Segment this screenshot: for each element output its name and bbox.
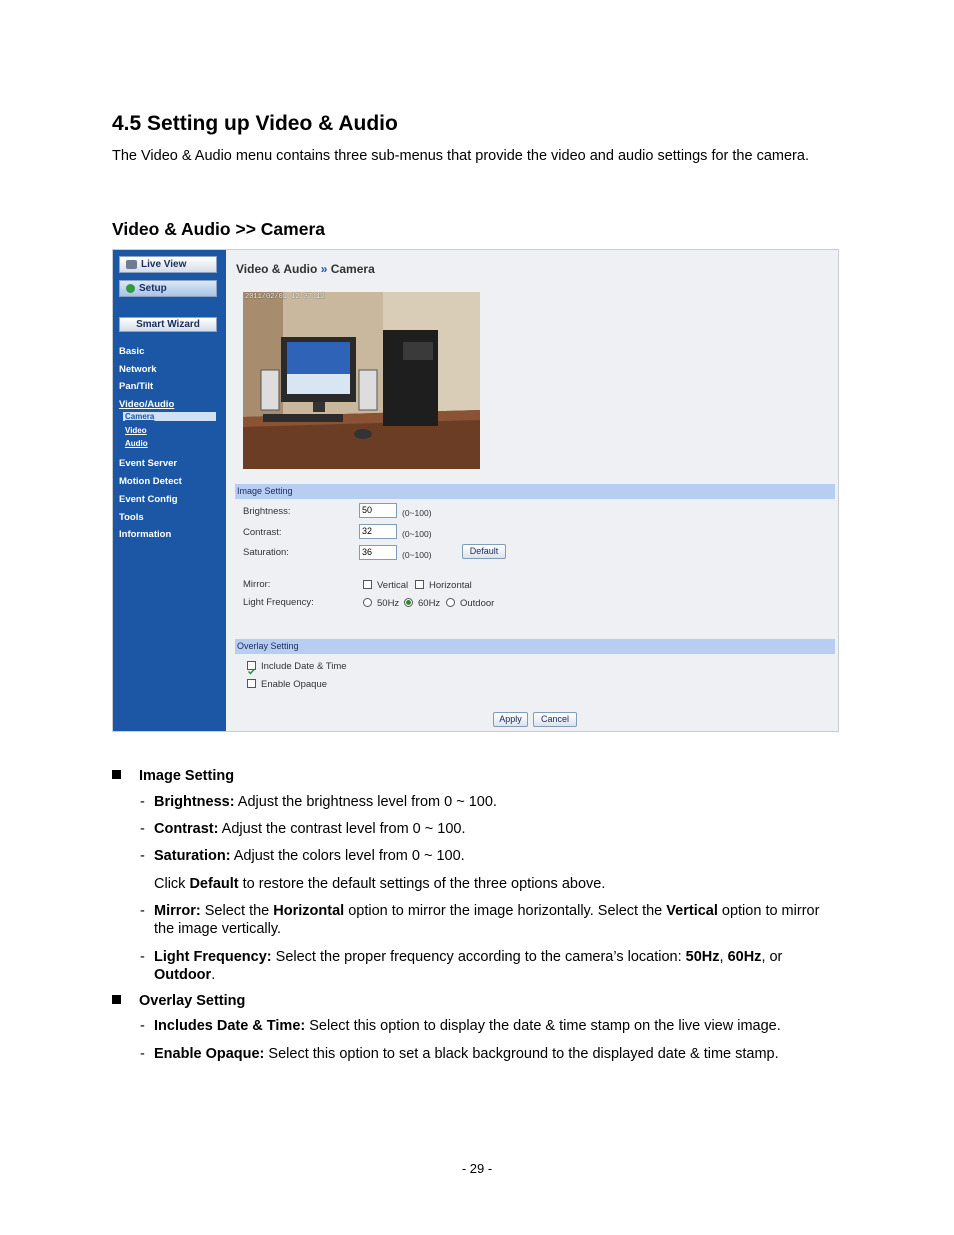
subsection-heading: Video & Audio >> Camera	[112, 219, 325, 239]
contrast-desc: Adjust the contrast level from 0 ~ 100.	[218, 821, 466, 837]
date-desc: Select this option to display the date & time stamp on the live view image.	[305, 1018, 781, 1034]
nav-network[interactable]: Network	[119, 364, 157, 375]
include-date-label: Include Date & Time	[261, 661, 347, 672]
contrast-term: Contrast:	[154, 821, 219, 837]
opaque-term: Enable Opaque:	[154, 1046, 265, 1062]
radio-50hz[interactable]	[363, 598, 372, 607]
nav-tools[interactable]: Tools	[119, 512, 144, 523]
setup-button[interactable]	[119, 280, 217, 297]
overlay-setting-title: Overlay Setting	[139, 993, 246, 1009]
image-setting-title: Image Setting	[139, 768, 235, 784]
overlay-setting-bullet	[112, 993, 245, 1009]
contrast-range: (0~100)	[402, 529, 432, 539]
horizontal-term: Horizontal	[273, 903, 345, 919]
bullet-square-icon	[112, 770, 121, 779]
live-view-label: Live View	[141, 259, 187, 270]
light-frequency-item: - Light Frequency: Select the proper frequency according to the camera’s location: 50Hz, 60Hz, or Outdoor.	[140, 949, 783, 983]
contrast-label: Contrast:	[243, 527, 282, 538]
image-setting-bullet	[112, 768, 234, 784]
section-heading: 4.5 Setting up Video & Audio	[112, 112, 398, 135]
smart-wizard-button[interactable]: Smart Wizard	[119, 317, 217, 332]
setup-label: Setup	[139, 283, 167, 294]
brightness-term: Brightness:	[154, 794, 235, 810]
saturation-item: - Saturation: Adjust the colors level from 0 ~ 100.	[140, 848, 465, 864]
contrast-input[interactable]: 32	[359, 524, 397, 539]
sidebar	[113, 250, 226, 731]
nav-pan-tilt[interactable]: Pan/Tilt	[119, 381, 154, 392]
saturation-range: (0~100)	[402, 550, 432, 560]
brightness-label: Brightness:	[243, 506, 291, 517]
freq-50hz: 50Hz	[685, 949, 720, 965]
freq-term: Light Frequency:	[154, 949, 272, 965]
radio-selected-dot	[406, 600, 411, 605]
saturation-input[interactable]: 36	[359, 545, 397, 560]
brightness-range: (0~100)	[402, 508, 432, 518]
bullet-square-icon	[112, 995, 121, 1004]
mirror-label: Mirror:	[243, 579, 271, 590]
enable-opaque-item: - Enable Opaque: Select this option to set a black background to the displayed date & time stamp.	[140, 1046, 779, 1062]
vertical-checkbox[interactable]	[363, 580, 372, 589]
mirror-text-a: Select the	[200, 903, 274, 919]
mirror-text-c: option to mirror the image vertically.	[154, 903, 820, 937]
enable-opaque-checkbox[interactable]	[247, 679, 256, 688]
radio-50hz-label: 50Hz	[377, 598, 400, 609]
horizontal-option-label: Horizontal	[429, 580, 472, 591]
live-view-button[interactable]	[119, 256, 217, 273]
radio-60hz-label: 60Hz	[418, 598, 441, 609]
mirror-text-b: option to mirror the image horizontally. Select the	[344, 903, 667, 919]
default-note	[140, 875, 840, 893]
timestamp-overlay: 2011/02/01 12:37:12	[245, 293, 325, 301]
check-icon	[248, 668, 255, 675]
nav-basic[interactable]: Basic	[119, 346, 145, 357]
radio-60hz[interactable]	[404, 598, 413, 607]
saturation-term: Saturation:	[154, 848, 231, 864]
mirror-item: - Mirror: Select the Horizontal option to mirror the image horizontally. Select the Vertical option to mirror the image vertically.	[140, 903, 820, 937]
default-desc: to restore the default settings of the three options above.	[238, 876, 606, 892]
include-date-item: - Includes Date & Time: Select this option to display the date & time stamp on the live view image.	[140, 1018, 781, 1034]
freq-text: Select the proper frequency according to the camera’s location:	[271, 949, 686, 965]
nav-motion-detect[interactable]: Motion Detect	[119, 476, 182, 487]
camera-icon	[126, 260, 137, 269]
radio-outdoor[interactable]	[446, 598, 455, 607]
freq-outdoor: Outdoor	[154, 967, 212, 983]
freq-comma: ,	[719, 949, 728, 965]
radio-outdoor-label: Outdoor	[460, 598, 495, 609]
include-date-checkbox[interactable]	[247, 661, 256, 670]
nav-event-config[interactable]: Event Config	[119, 494, 178, 505]
date-term: Includes Date & Time:	[154, 1018, 306, 1034]
light-frequency-label: Light Frequency:	[243, 597, 314, 608]
vertical-option-label: Vertical	[377, 580, 409, 591]
page-number: - 29 -	[461, 1161, 493, 1176]
default-button[interactable]: Default	[462, 544, 506, 559]
nav-sub-audio[interactable]: Audio	[125, 439, 148, 448]
page-title-right: Camera	[330, 262, 375, 276]
page-title-separator: »	[320, 262, 328, 276]
enable-opaque-label: Enable Opaque	[261, 679, 328, 690]
freq-60hz: 60Hz	[727, 949, 762, 965]
opaque-desc: Select this option to set a black background to the displayed date & time stamp.	[264, 1046, 779, 1062]
page-title	[236, 262, 375, 276]
saturation-label: Saturation:	[243, 547, 289, 558]
freq-or: , or	[761, 949, 783, 965]
click-text: Click	[154, 876, 190, 892]
camera-settings-screenshot	[112, 249, 839, 732]
nav-information[interactable]: Information	[119, 529, 172, 540]
overlay-setting-header: Overlay Setting	[235, 639, 835, 654]
apply-button[interactable]: Apply	[493, 712, 528, 727]
freq-period: .	[211, 967, 216, 983]
mirror-term: Mirror:	[154, 903, 201, 919]
nav-sub-camera[interactable]: Camera	[123, 412, 216, 421]
brightness-desc: Adjust the brightness level from 0 ~ 100.	[234, 794, 497, 810]
intro-paragraph: The Video & Audio menu contains three sub-menus that provide the video and audio settings for the camera.	[112, 148, 809, 164]
camera-scene-illustration	[243, 292, 480, 469]
nav-video-audio[interactable]: Video/Audio	[119, 399, 175, 410]
saturation-desc: Adjust the colors level from 0 ~ 100.	[230, 848, 465, 864]
brightness-input[interactable]: 50	[359, 503, 397, 518]
setup-icon	[126, 284, 135, 293]
nav-event-server[interactable]: Event Server	[119, 458, 178, 469]
page-title-left: Video & Audio	[236, 262, 318, 276]
cancel-button[interactable]: Cancel	[533, 712, 577, 727]
default-term: Default	[189, 876, 239, 892]
image-setting-header: Image Setting	[235, 484, 835, 499]
nav-sub-video[interactable]: Video	[125, 426, 147, 435]
live-camera-image	[243, 292, 480, 469]
horizontal-checkbox[interactable]	[415, 580, 424, 589]
vertical-term: Vertical	[666, 903, 718, 919]
brightness-item: - Brightness: Adjust the brightness level from 0 ~ 100.	[140, 794, 497, 810]
contrast-item: - Contrast: Adjust the contrast level from 0 ~ 100.	[140, 821, 466, 837]
